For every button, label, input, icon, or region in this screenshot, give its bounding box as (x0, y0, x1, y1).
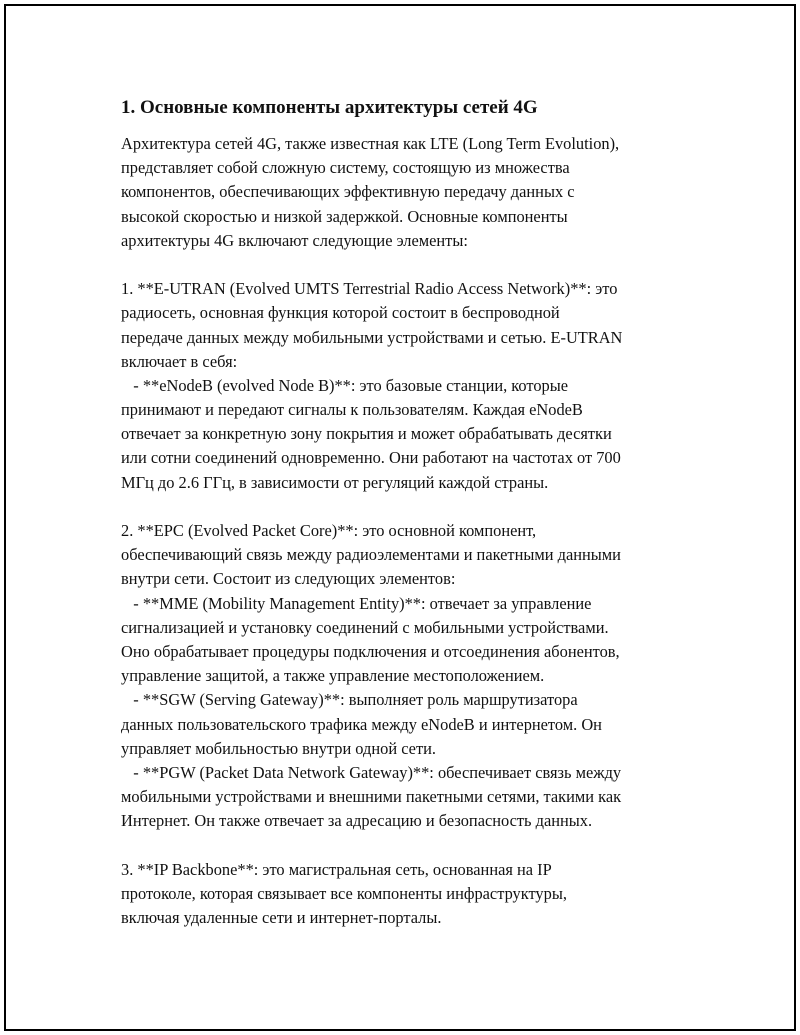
text-line: управление защитой, а также управление местоположением. (121, 666, 545, 686)
text-line: - **SGW (Serving Gateway)**: выполняет роль маршрутизатора (121, 690, 578, 710)
text-line: компонентов, обеспечивающих эффективную передачу данных с (121, 182, 575, 202)
text-line: - **eNodeB (evolved Node B)**: это базовые станции, которые (121, 375, 569, 395)
text-line (121, 495, 701, 519)
text-line: радиосеть, основная функция которой состоит в беспроводной (121, 303, 560, 323)
text-line (121, 253, 701, 277)
text-line: отвечает за конкретную зону покрытия и может обрабатывать десятки (121, 424, 612, 444)
text-line: протоколе, которая связывает все компоненты инфраструктуры, (121, 883, 567, 903)
document-body (121, 132, 701, 930)
text-line: представляет собой сложную систему, состоящую из множества (121, 158, 570, 178)
text-line: сигнализацией и установку соединений с мобильными устройствами. (121, 617, 609, 637)
text-line: управляет мобильностью внутри одной сети. (121, 738, 436, 758)
text-line: включая удаленные сети и интернет-порталы. (121, 908, 442, 927)
text-line: 2. **EPC (Evolved Packet Core)**: это основной компонент, (121, 521, 537, 540)
text-line: 3. **IP Backbone**: это магистральная сеть, основанная на IP (121, 859, 552, 879)
text-line: мобильными устройствами и внешними пакетными сетями, такими как (121, 787, 622, 807)
section-heading: 1. Основные компоненты архитектуры сетей 4G (121, 97, 538, 118)
text-line: данных пользовательского трафика между eNodeB и интернетом. Он (121, 714, 602, 734)
text-line: обеспечивающий связь между радиоэлементами и пакетными данными (121, 545, 621, 565)
text-line: или сотни соединений одновременно. Они работают на частотах от 700 (121, 448, 621, 468)
text-line: Оно обрабатывает процедуры подключения и отсоединения абонентов, (121, 641, 620, 661)
text-line: архитектуры 4G включают следующие элементы: (121, 230, 468, 250)
text-line: высокой скоростью и низкой задержкой. Основные компоненты (121, 206, 568, 226)
text-line: внутри сети. Состоит из следующих элементов: (121, 569, 456, 589)
document-content (121, 96, 701, 930)
text-line: передаче данных между мобильными устройствами и сетью. E-UTRAN (121, 327, 623, 347)
text-line: 1. **E-UTRAN (Evolved UMTS Terrestrial Radio Access Network)**: это (121, 279, 618, 299)
text-line: - **PGW (Packet Data Network Gateway)**: обеспечивает связь между (121, 762, 622, 782)
text-line: МГц до 2.6 ГГц, в зависимости от регуляций каждой страны. (121, 472, 549, 492)
text-line: принимают и передают сигналы к пользователям. Каждая eNodeB (121, 400, 583, 420)
text-line: включает в себя: (121, 351, 238, 371)
text-line: Интернет. Он также отвечает за адресацию и безопасность данных. (121, 811, 593, 831)
text-line (121, 833, 701, 857)
document-page (4, 4, 796, 1031)
text-line: Архитектура сетей 4G, также известная как LTE (Long Term Evolution), (121, 134, 620, 153)
text-line: - **MME (Mobility Management Entity)**: отвечает за управление (121, 593, 592, 613)
